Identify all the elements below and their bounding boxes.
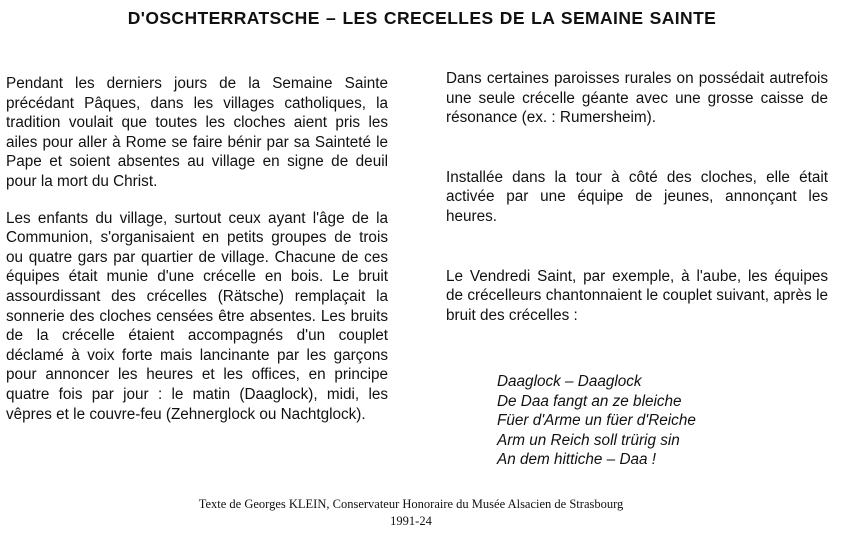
verse-block — [497, 372, 696, 470]
verse-line: Arm un Reich soll trürig sin — [497, 431, 680, 449]
left-paragraph-2: Les enfants du village, surtout ceux ayant l'âge de la Communion, s'organisaient en petits groupes de trois ou quatre gars par quartier de village. Chacune de ces équipes était munie d'une crécelle en bois. Le bruit assourdissant des crécelles (Rätsche) remplaçait la sonnerie des cloches censées être absentes. Les bruits de la crécelle étaient accompagnés d'un couplet déclamé à voix forte mais lancinante par les garçons pour annoncer les heures et les offices, en principe quatre fois par jour : le matin (Daaglock), midi, les vêpres et le couvre-feu (Zehnerglock ou Nachtglock). — [6, 209, 388, 423]
right-paragraph-3: Le Vendredi Saint, par exemple, à l'aube, les équipes de crécelleurs chantonnaient le couplet suivant, après le bruit des crécelles : — [446, 267, 828, 324]
verse-line: An dem hittiche – Daa ! — [497, 451, 657, 469]
left-paragraph-1: Pendant les derniers jours de la Semaine Sainte précédant Pâques, dans les villages catholiques, la tradition voulait que toutes les cloches aient pris les ailes pour aller à Rome se faire bénir par sa Sainteté le Pape et soient absentes au village en signe de deuil pour la mort du Christ. — [6, 75, 388, 190]
page-title: D'OSCHTERRATSCHE – LES CRECELLES DE LA SEMAINE SAINTE — [127, 8, 717, 28]
verse-line: De Daa fangt an ze bleiche — [497, 392, 682, 410]
right-column — [446, 69, 828, 325]
verse-line: Daaglock – Daaglock — [497, 373, 642, 390]
right-paragraph-2: Installée dans la tour à côté des cloches, elle était activée par une équipe de jeunes, annonçant les heures. — [446, 168, 828, 225]
left-column — [6, 74, 388, 424]
footer-credit: Texte de Georges KLEIN, Conservateur Honoraire du Musée Alsacien de Strasbourg — [198, 497, 624, 511]
footer — [0, 496, 822, 530]
footer-reference: 1991-24 — [390, 514, 432, 528]
verse-line: Füer d'Arme un füer d'Reiche — [497, 412, 696, 430]
right-paragraph-1: Dans certaines paroisses rurales on possédait autrefois une seule crécelle géante avec une grosse caisse de résonance (ex. : Rumersheim). — [446, 70, 828, 127]
